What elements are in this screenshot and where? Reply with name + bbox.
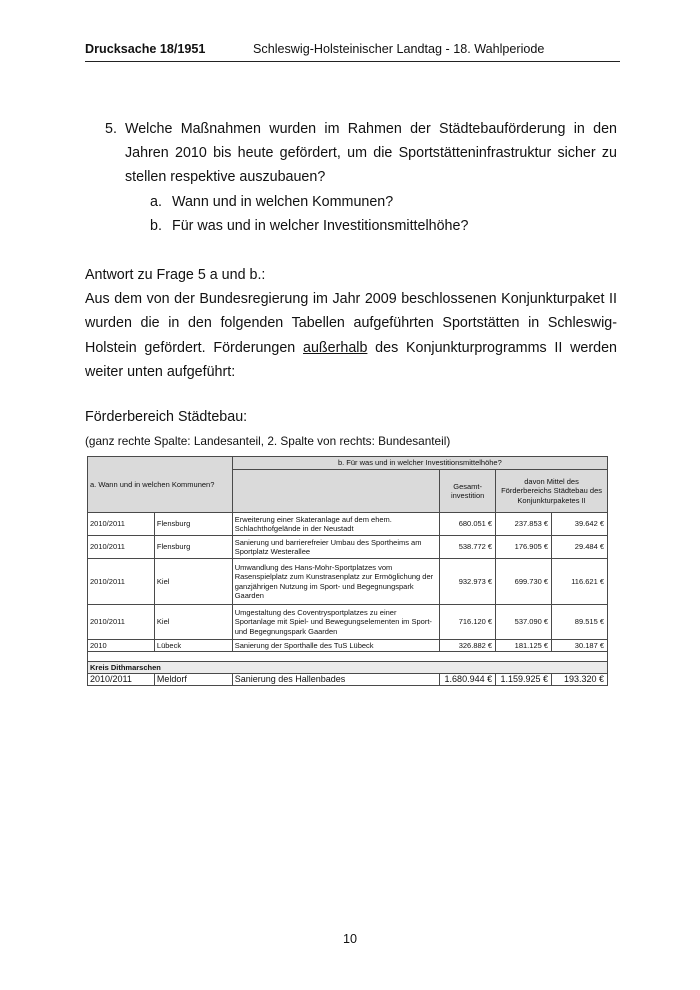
table-section-row xyxy=(88,662,608,674)
cell-place: Kiel xyxy=(154,559,232,605)
cell-state-share: 30.187 € xyxy=(552,640,608,652)
header-what-amount: b. Für was und in welcher Investitionsmittelhöhe? xyxy=(232,457,607,470)
section-title: Förderbereich Städtebau: xyxy=(85,409,248,425)
cell-measure: Umwandlung des Hans-Mohr-Sportplatzes vom Rasenspielplatz zum Kunstrasenplatz zur Ermöglichung der ganzjährigen Nutzung im Sport- und Begegnungspark Gaarden xyxy=(232,559,439,605)
answer-text-part1: Aus dem von der Bundesregierung im Jahr 2009 beschlossenen Konjunkturpaket II wurden die in den folgenden Tabellen aufgeführten Sportstätten in Schleswig-Holstein gefördert. Förderungen xyxy=(85,291,617,356)
cell-year: 2010 xyxy=(88,640,155,652)
cell-federal-share: 699.730 € xyxy=(496,559,552,605)
cell-year: 2010/2011 xyxy=(88,605,155,640)
answer-text xyxy=(85,287,617,384)
table-row xyxy=(88,536,608,559)
question-text: Welche Maßnahmen wurden im Rahmen der Städtebauförderung in den Jahren 2010 bis heute gefördert, um die Sportstätteninfrastruktur sicher zu stellen respektive auszubauen? xyxy=(125,121,617,186)
subitem-text: Wann und in welchen Kommunen? xyxy=(172,193,394,210)
cell-measure: Sanierung des Hallenbades xyxy=(232,674,439,686)
subitem-mark: b. xyxy=(150,217,162,234)
page-header xyxy=(85,39,620,62)
cell-federal-share: 537.090 € xyxy=(496,605,552,640)
cell-federal-share: 1.159.925 € xyxy=(496,674,552,686)
cell-place: Flensburg xyxy=(154,513,232,536)
cell-federal-share: 176.905 € xyxy=(496,536,552,559)
cell-total: 932.973 € xyxy=(440,559,496,605)
answer-underlined-word: außerhalb xyxy=(303,339,368,356)
table-row xyxy=(88,640,608,652)
cell-state-share: 89.515 € xyxy=(552,605,608,640)
cell-total: 680.051 € xyxy=(440,513,496,536)
cell-state-share: 116.621 € xyxy=(552,559,608,605)
cell-place: Flensburg xyxy=(154,536,232,559)
cell-measure: Sanierung der Sporthalle des TuS Lübeck xyxy=(232,640,439,652)
table-row xyxy=(88,605,608,640)
header-measure-empty xyxy=(232,470,439,513)
table-spacer-row xyxy=(88,652,608,662)
cell-year: 2010/2011 xyxy=(88,536,155,559)
page-number: 10 xyxy=(342,932,357,946)
cell-federal-share: 237.853 € xyxy=(496,513,552,536)
cell-federal-share: 181.125 € xyxy=(496,640,552,652)
subitem-mark: a. xyxy=(150,193,162,210)
cell-measure: Umgestaltung des Coventrysportplatzes zu einer Sportanlage mit Spiel- und Bewegungselementen im Sport- und Begegnungspark Gaarden xyxy=(232,605,439,640)
answer-text-part2: des Konjunkturprogramms II werden weiter unten aufgeführt: xyxy=(85,339,617,380)
cell-state-share: 29.484 € xyxy=(552,536,608,559)
section-label-kreis: Kreis Dithmarschen xyxy=(88,662,608,674)
header-title: Schleswig-Holsteinischer Landtag - 18. Wahlperiode xyxy=(253,42,545,56)
header-funding-share: davon Mittel des Förderbereichs Städtebau des Konjunkturpaketes II xyxy=(496,470,608,513)
cell-year: 2010/2011 xyxy=(88,559,155,605)
cell-state-share: 39.642 € xyxy=(552,513,608,536)
table-header-row xyxy=(88,457,608,470)
cell-year: 2010/2011 xyxy=(88,513,155,536)
cell-state-share: 193.320 € xyxy=(552,674,608,686)
section-note: (ganz rechte Spalte: Landesanteil, 2. Spalte von rechts: Bundesanteil) xyxy=(85,434,451,448)
answer-heading: Antwort zu Frage 5 a und b.: xyxy=(85,267,266,283)
question-block xyxy=(105,117,617,238)
cell-measure: Erweiterung einer Skateranlage auf dem ehem. Schlachthofgelände in der Neustadt xyxy=(232,513,439,536)
header-when-where: a. Wann und in welchen Kommunen? xyxy=(88,457,233,513)
question-subitems xyxy=(150,190,617,238)
cell-total: 326.882 € xyxy=(440,640,496,652)
funding-table xyxy=(87,456,608,686)
cell-year: 2010/2011 xyxy=(88,674,155,686)
answer-block xyxy=(85,263,617,384)
cell-place: Lübeck xyxy=(154,640,232,652)
header-total-investment: Gesamt-investition xyxy=(440,470,496,513)
table-row xyxy=(88,513,608,536)
cell-total: 716.120 € xyxy=(440,605,496,640)
cell-total: 1.680.944 € xyxy=(440,674,496,686)
question-number: 5. xyxy=(105,121,117,137)
table-row xyxy=(88,559,608,605)
cell-place: Meldorf xyxy=(154,674,232,686)
cell-total: 538.772 € xyxy=(440,536,496,559)
document-id: Drucksache 18/1951 xyxy=(85,42,206,56)
cell-place: Kiel xyxy=(154,605,232,640)
cell-measure: Sanierung und barrierefreier Umbau des Sportheims am Sportplatz Westerallee xyxy=(232,536,439,559)
table-row xyxy=(88,674,608,686)
question-subitem xyxy=(150,190,617,214)
spacer-cell xyxy=(88,652,608,662)
question-subitem xyxy=(150,214,617,238)
subitem-text: Für was und in welcher Investitionsmittelhöhe? xyxy=(172,217,469,234)
